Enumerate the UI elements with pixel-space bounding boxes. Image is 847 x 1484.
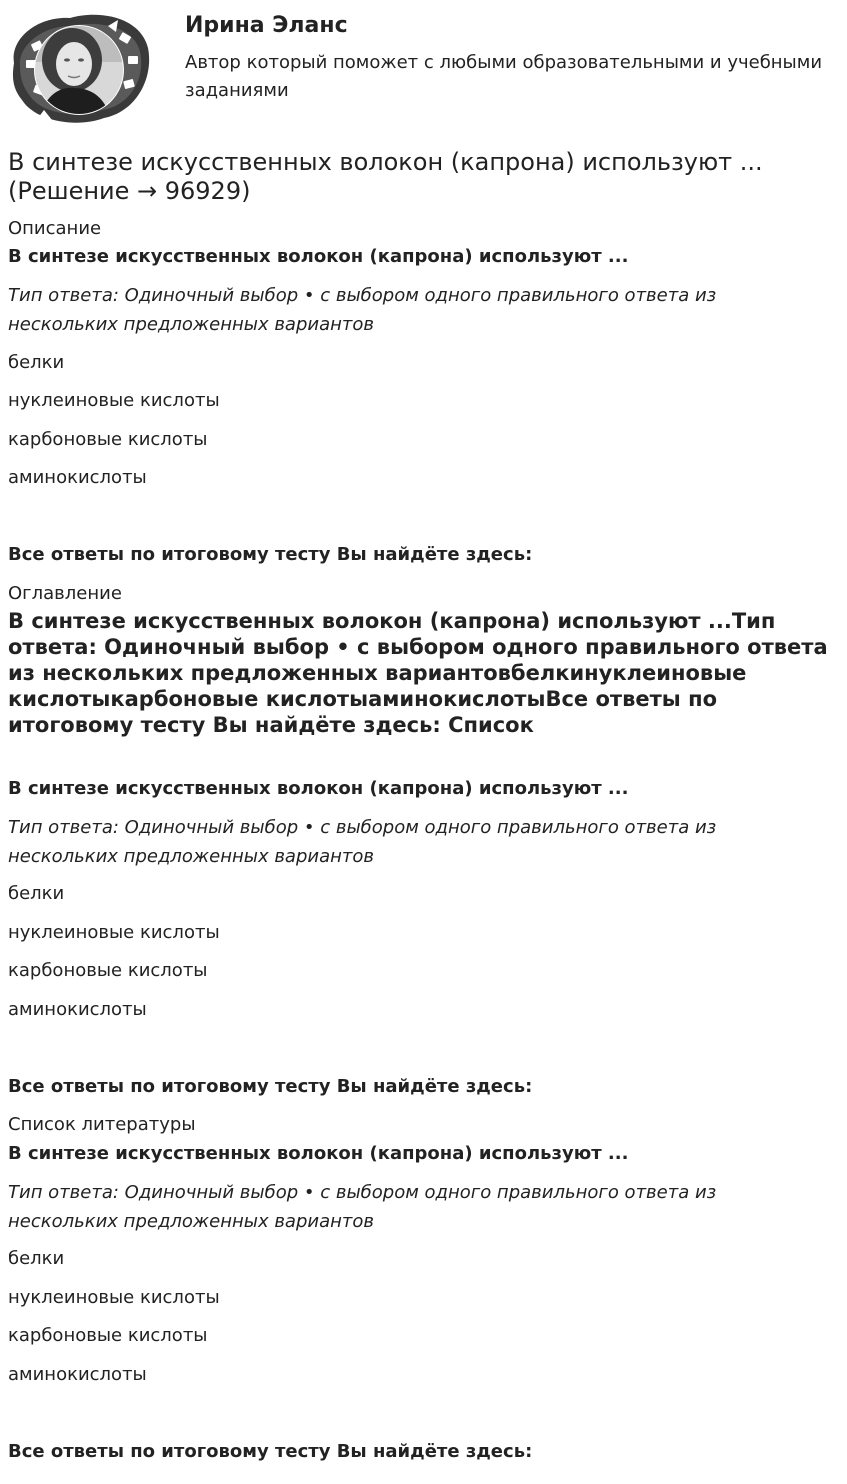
author-header [0,0,847,140]
section-label-literature: Список литературы [8,1114,196,1135]
section-label-toc: Оглавление [8,583,122,604]
option-4: аминокислоты [8,1364,147,1385]
answer-type: Тип ответа: Одиночный выбор • с выбором одного правильного ответа из нескольких предложенных вариантов [8,1182,717,1232]
toc-heading: В синтезе искусственных волокон (капрона) используют ...Тип ответа: Одиночный выбор • с выбором одного правильного ответа из нескольких предложенных вариантовбелкинуклеиновые кислотыкарбоновые кислотыаминокислотыВсе ответы по итоговому тесту Вы найдёте здесь: Список [8,609,828,737]
option-3: карбоновые кислоты [8,429,208,450]
all-answers-text: Все ответы по итоговому тесту Вы найдёте здесь: [8,1076,533,1097]
option-3: карбоновые кислоты [8,960,208,981]
option-2: нуклеиновые кислоты [8,922,220,943]
question-text: В синтезе искусственных волокон (капрона) используют ... [8,246,629,267]
avatar-image [8,8,150,126]
author-info [185,12,839,105]
section-label-description: Описание [8,218,102,239]
all-answers-text: Все ответы по итоговому тесту Вы найдёте здесь: [8,544,533,565]
avatar[interactable] [8,8,150,126]
option-2: нуклеиновые кислоты [8,1287,220,1308]
all-answers-text: Все ответы по итоговому тесту Вы найдёте здесь: [8,1441,533,1462]
question-text: В синтезе искусственных волокон (капрона) используют ... [8,1143,629,1164]
answer-type: Тип ответа: Одиночный выбор • с выбором одного правильного ответа из нескольких предложенных вариантов [8,817,717,867]
question-text: В синтезе искусственных волокон (капрона) используют ... [8,778,629,799]
page-title: В синтезе искусственных волокон (капрона) используют ... (Решение → 96929) [8,148,763,205]
author-name[interactable]: Ирина Эланс [185,13,348,38]
option-3: карбоновые кислоты [8,1325,208,1346]
option-2: нуклеиновые кислоты [8,390,220,411]
option-1: белки [8,352,65,373]
option-1: белки [8,883,65,904]
author-description: Автор который поможет с любыми образовательными и учебными заданиями [185,52,823,101]
answer-type: Тип ответа: Одиночный выбор • с выбором одного правильного ответа из нескольких предложенных вариантов [8,285,717,335]
option-4: аминокислоты [8,467,147,488]
option-4: аминокислоты [8,999,147,1020]
option-1: белки [8,1248,65,1269]
